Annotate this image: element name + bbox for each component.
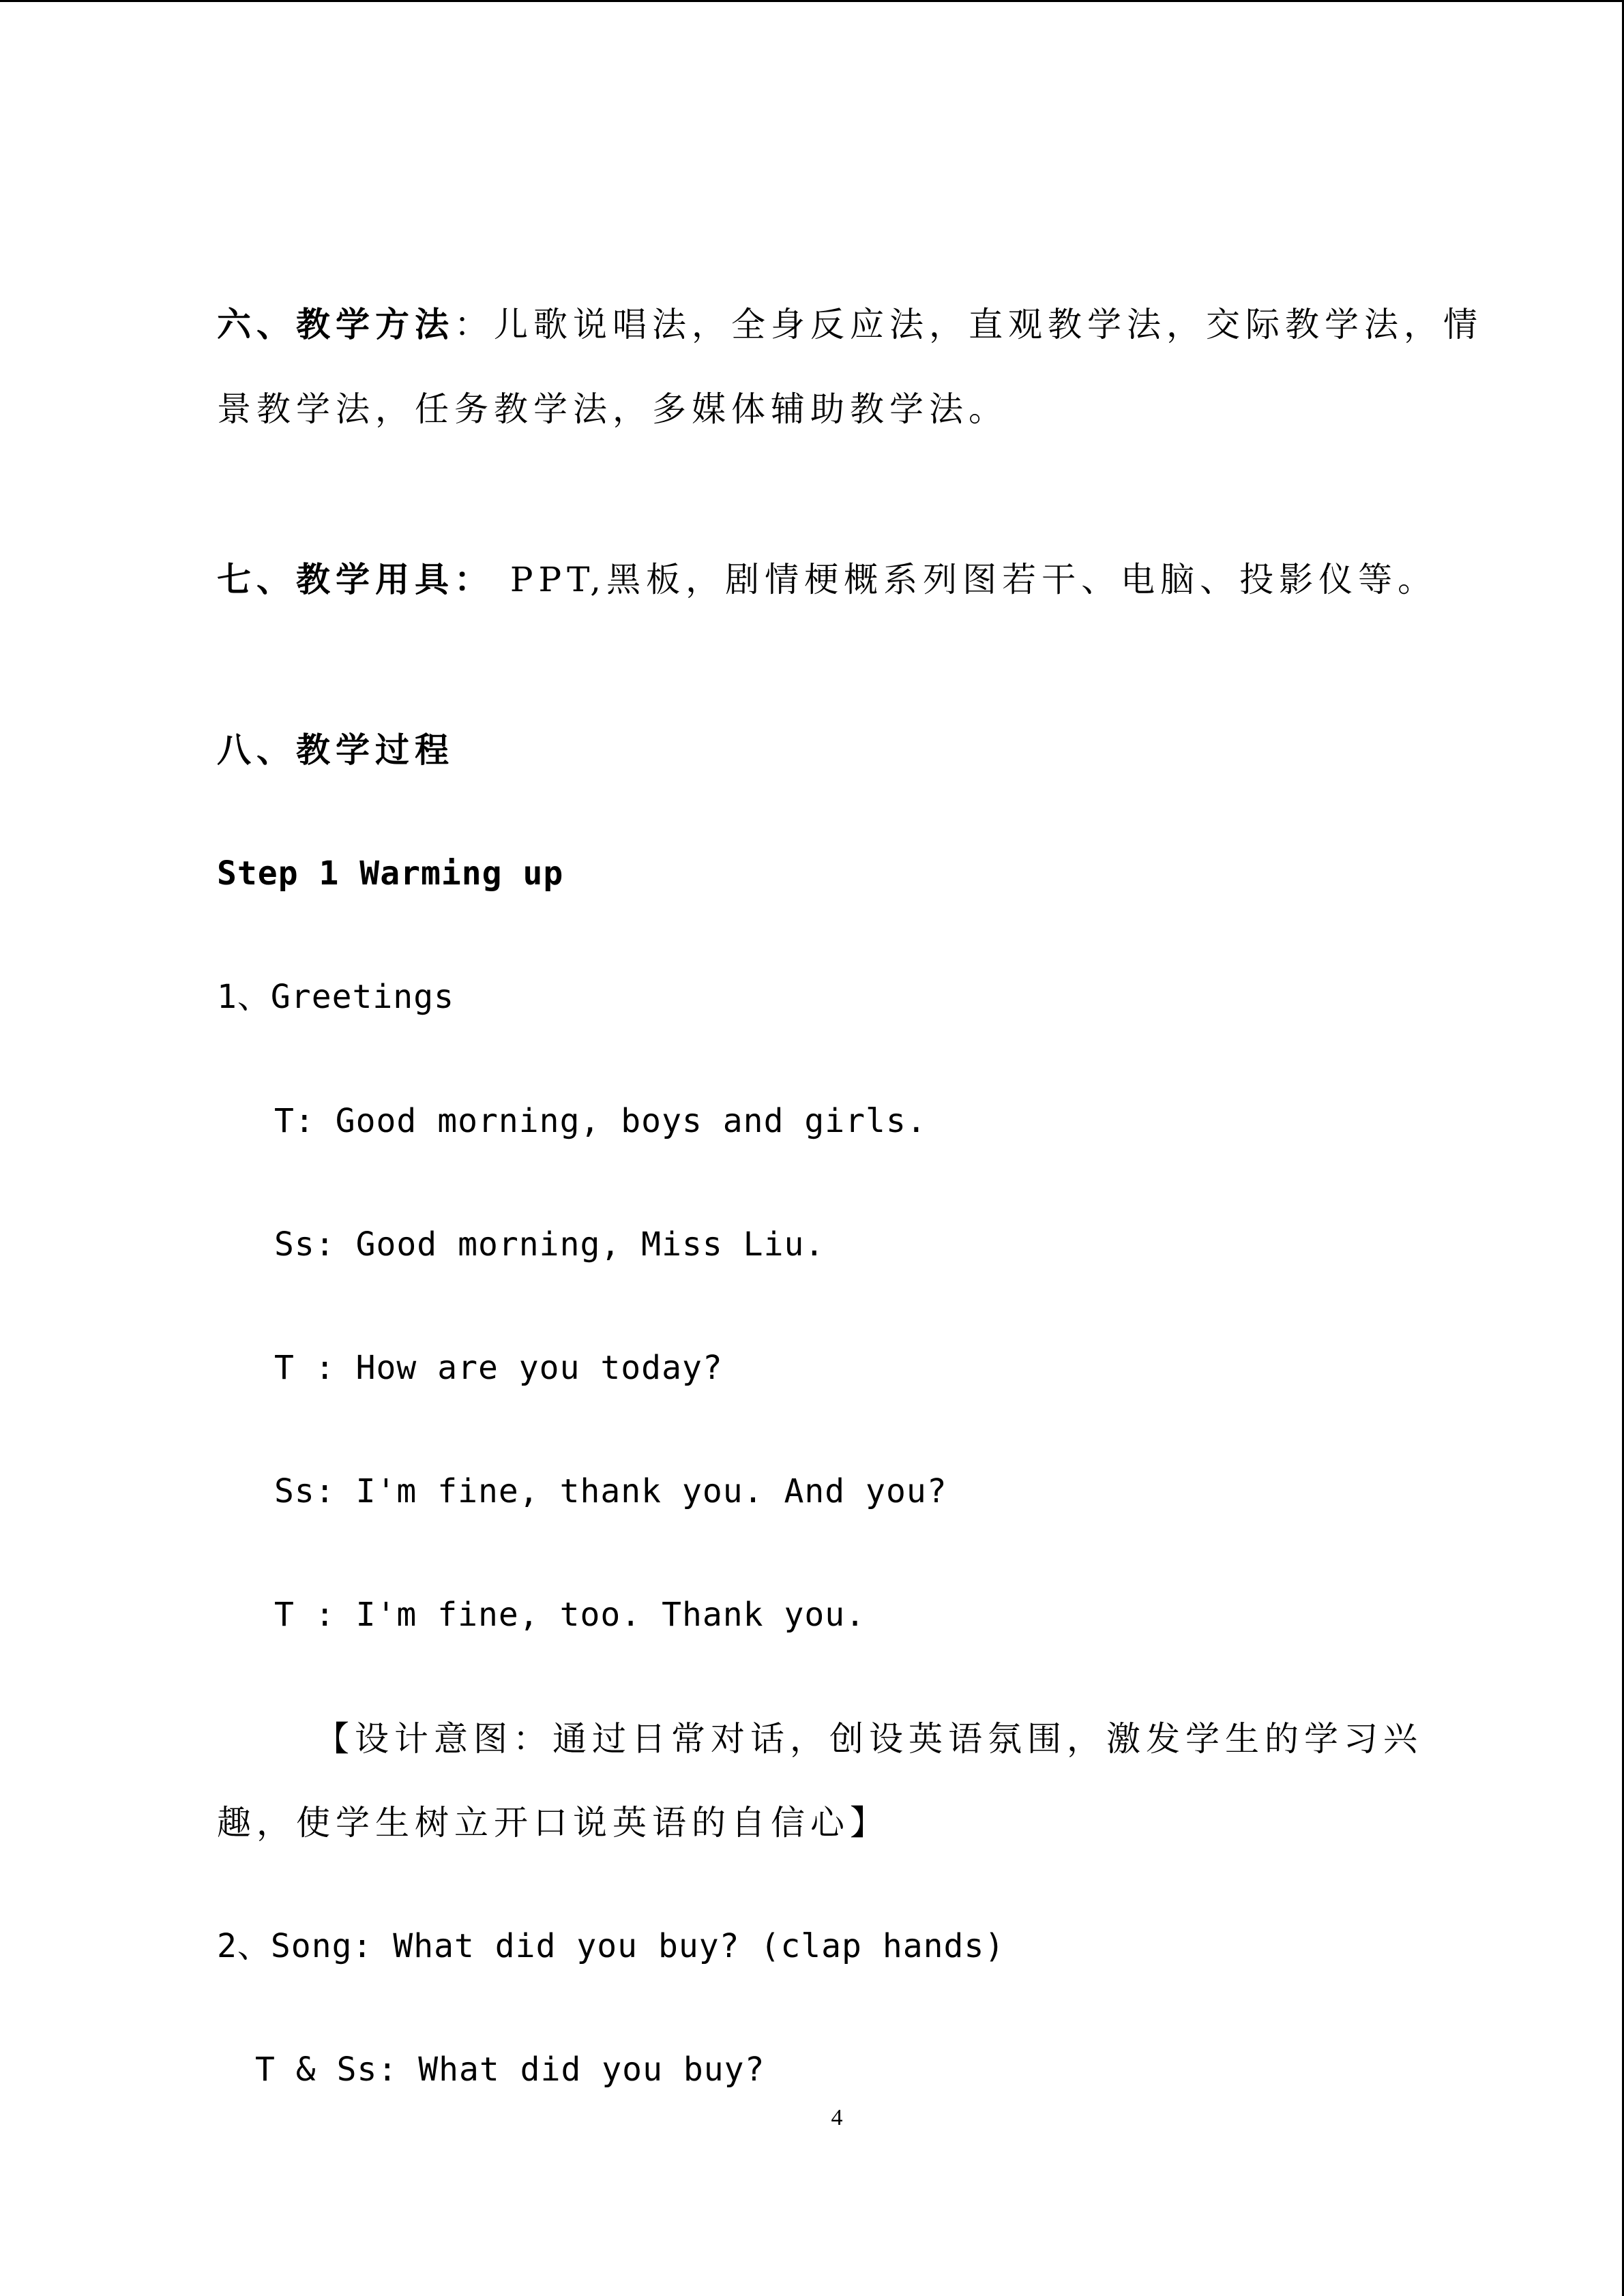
song-heading: 2、Song: What did you buy? (clap hands) [217, 1927, 1005, 1965]
section6-colon: ： [454, 305, 494, 344]
dialogue-line: Ss: Good morning, Miss Liu. [274, 1225, 825, 1264]
song-line: T & Ss: What did you buy? [255, 2051, 765, 2089]
dialogue-line: Ss: I'm fine, thank you. And you? [274, 1472, 947, 1510]
section6-line1 [217, 303, 1483, 346]
page-number: 4 [831, 2105, 843, 2130]
section7-text: PPT,黑板，剧情梗概系列图若干、电脑、投影仪等。 [494, 560, 1438, 599]
step1-heading: Step 1 Warming up [217, 854, 564, 893]
dialogue-line: T : I'm fine, too. Thank you. [274, 1596, 866, 1634]
section8-heading: 八、教学过程 [217, 730, 454, 770]
dialogue-line: T : How are you today? [274, 1349, 723, 1387]
design-intent-line2: 趣，使学生树立开口说英语的自信心】 [217, 1803, 889, 1843]
section7-line [217, 558, 1437, 601]
design-intent-line1: 【设计意图：通过日常对话，创设英语氛围，激发学生的学习兴 [315, 1719, 1423, 1759]
section6-text-line1: 儿歌说唱法，全身反应法，直观教学法，交际教学法，情 [494, 305, 1483, 344]
section6-line2: 景教学法，任务教学法，多媒体辅助教学法。 [217, 389, 1008, 429]
section6-label: 六、教学方法 [217, 304, 454, 344]
section7-label: 七、教学用具： [217, 559, 494, 599]
greetings-heading: 1、Greetings [217, 978, 454, 1016]
dialogue-line: T: Good morning, boys and girls. [274, 1102, 927, 1140]
page-top-border [0, 0, 1624, 2]
